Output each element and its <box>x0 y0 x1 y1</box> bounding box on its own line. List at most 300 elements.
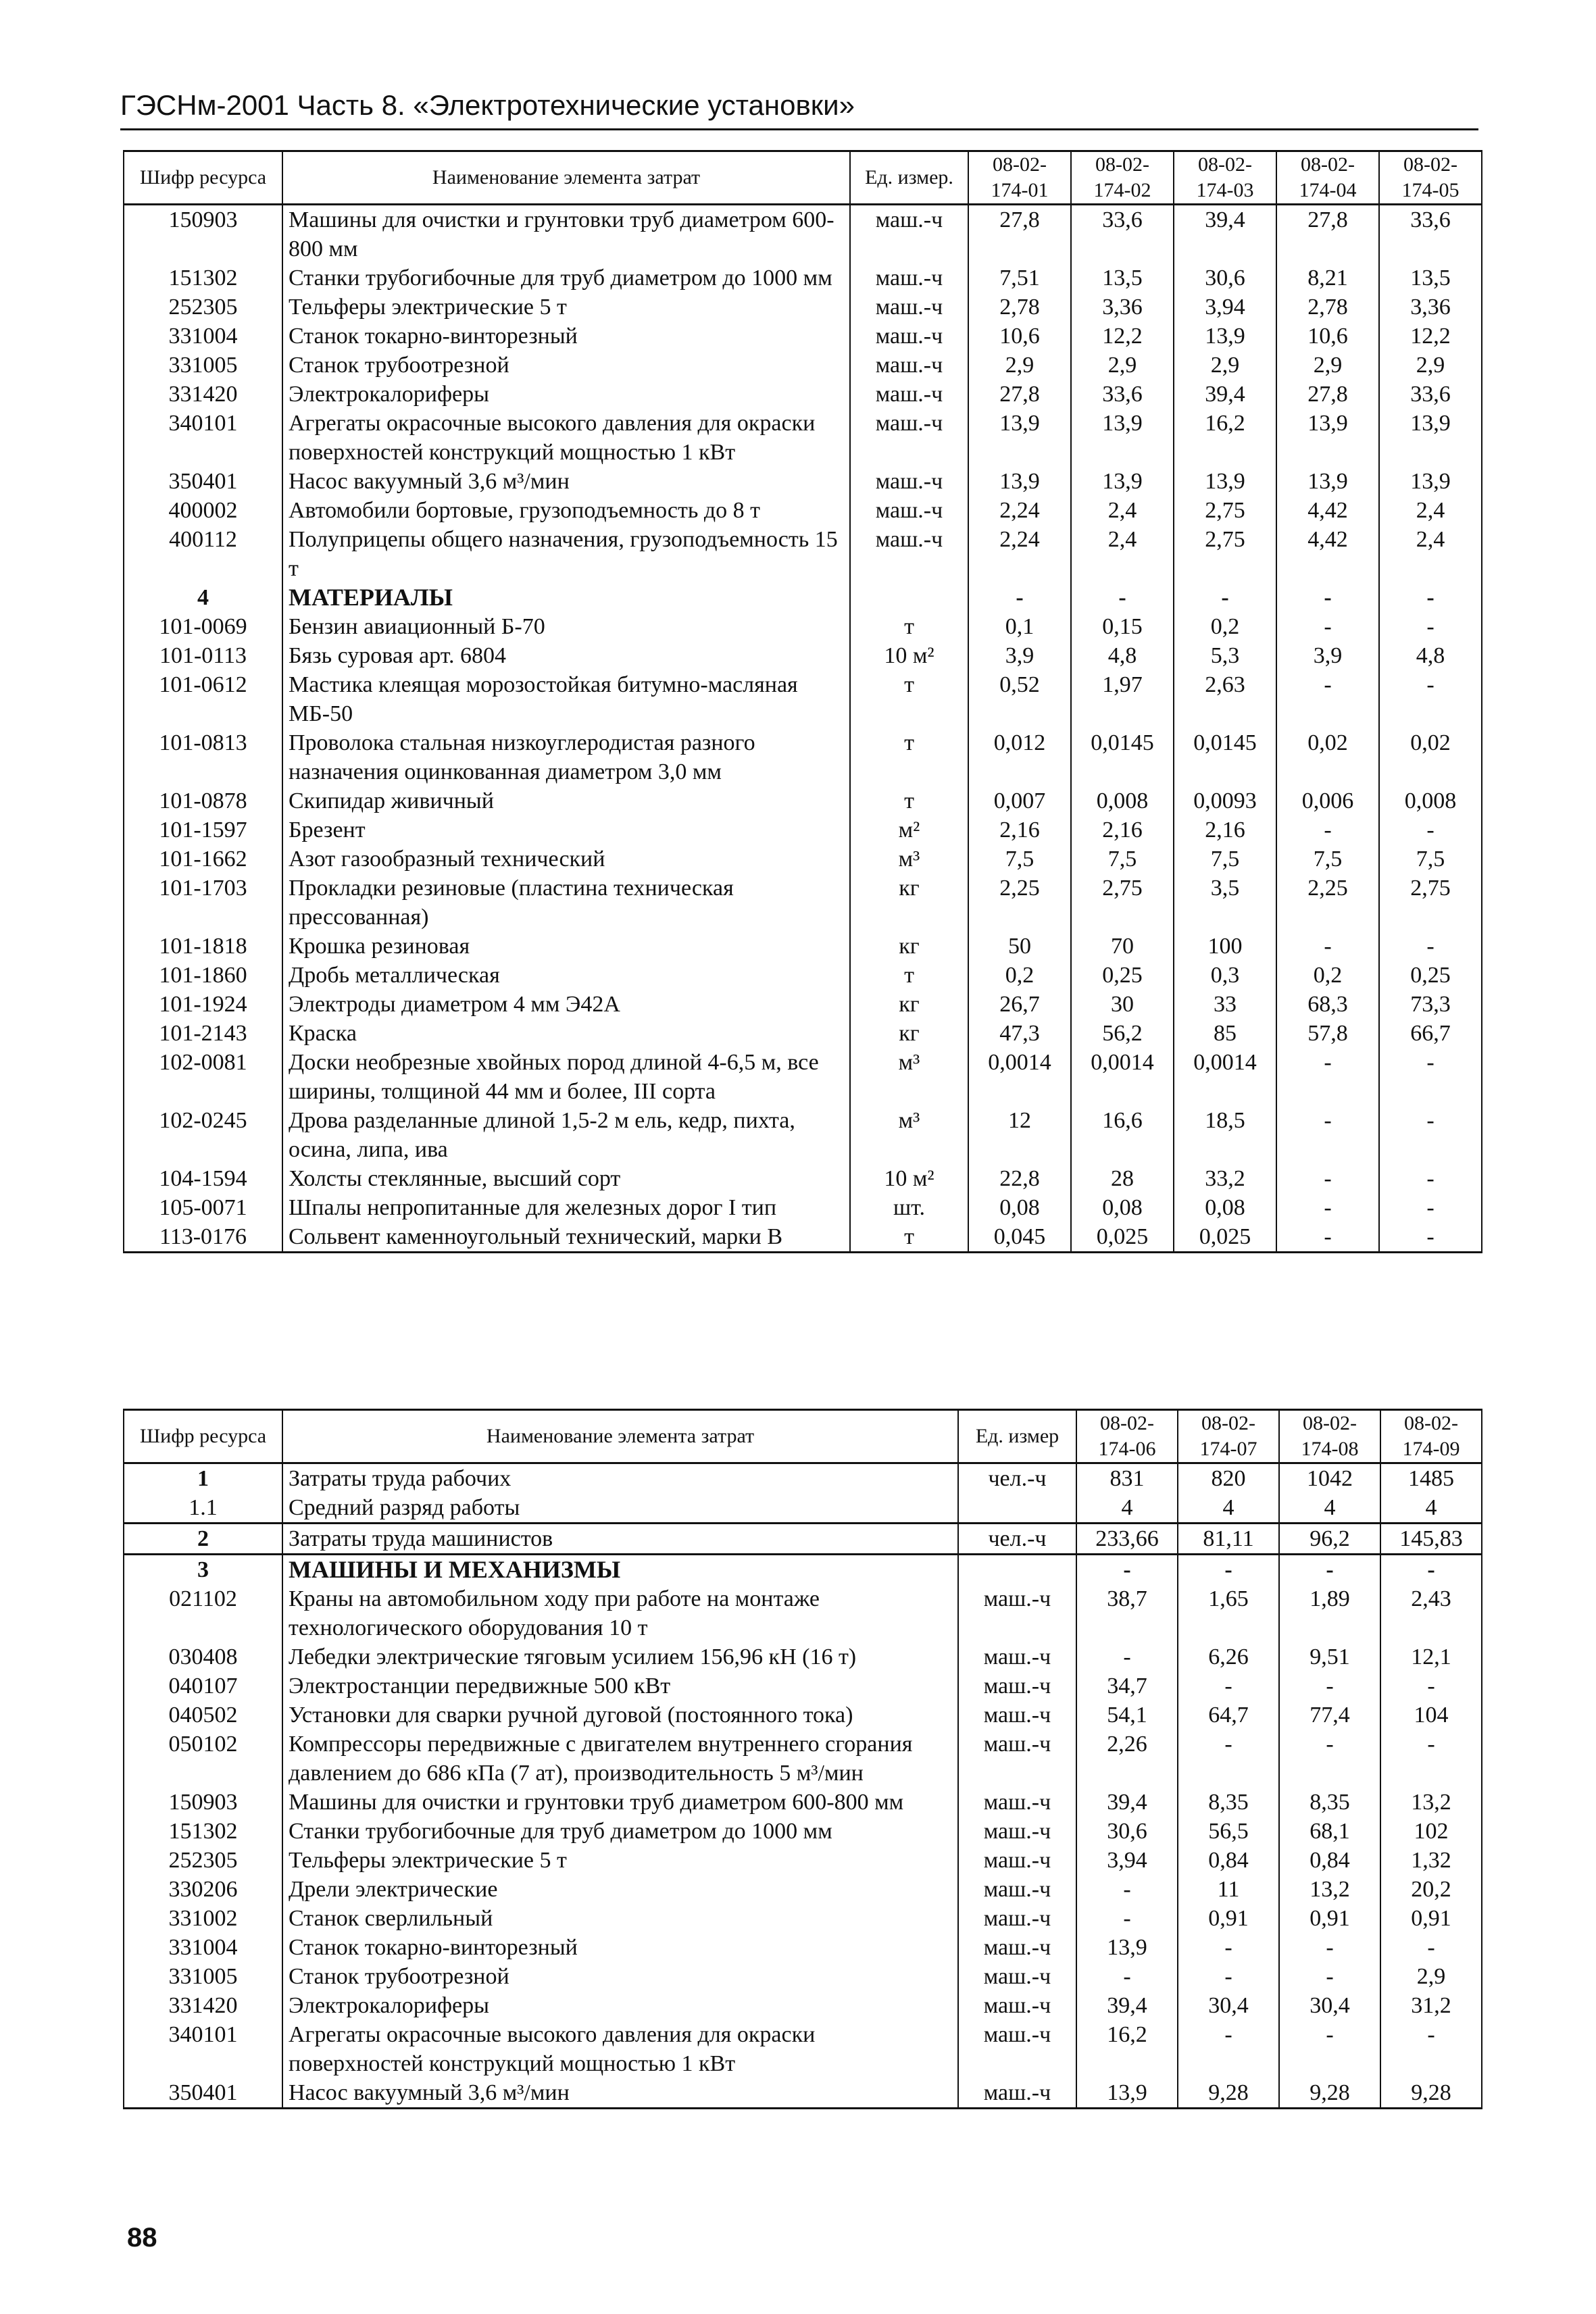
resource-unit: т <box>850 1222 968 1253</box>
resource-code: 101-0878 <box>124 786 282 815</box>
rate-value: 102 <box>1380 1817 1482 1846</box>
rate-value: - <box>1379 670 1482 728</box>
rate-value: 9,51 <box>1279 1642 1380 1671</box>
rate-value: 3,36 <box>1379 293 1482 322</box>
rate-value: 33,6 <box>1379 380 1482 409</box>
resource-name: Шпалы непропитанные для железных дорог I тип <box>282 1193 850 1222</box>
rate-value: 2,4 <box>1071 525 1174 583</box>
rate-value: 7,5 <box>1174 845 1276 874</box>
table-row <box>124 1493 1482 1524</box>
resource-unit: т <box>850 728 968 786</box>
resource-unit: маш.-ч <box>850 380 968 409</box>
table-row <box>124 1904 1482 1933</box>
rate-value: - <box>1380 1555 1482 1585</box>
rate-value: 4 <box>1178 1493 1279 1524</box>
rate-value: 2,9 <box>1276 351 1379 380</box>
rate-value: 18,5 <box>1174 1106 1276 1164</box>
rate-value: 2,25 <box>968 874 1071 932</box>
rate-value: 85 <box>1174 1019 1276 1048</box>
resource-unit: маш.-ч <box>850 496 968 525</box>
table-row <box>124 263 1482 293</box>
table-row <box>124 670 1482 728</box>
resource-code: 101-1924 <box>124 990 282 1019</box>
table-row <box>124 1788 1482 1817</box>
rate-value: 57,8 <box>1276 1019 1379 1048</box>
resource-code: 331004 <box>124 322 282 351</box>
rate-value: 2,78 <box>968 293 1071 322</box>
rate-value: 7,5 <box>1276 845 1379 874</box>
rate-value: 33,6 <box>1071 205 1174 264</box>
rate-value: 2,43 <box>1380 1584 1482 1642</box>
resource-unit <box>850 583 968 612</box>
rate-value: 77,4 <box>1279 1701 1380 1730</box>
resource-code: 101-0113 <box>124 641 282 670</box>
resource-code: 040502 <box>124 1701 282 1730</box>
rate-value: - <box>1379 1106 1482 1164</box>
rate-value: 0,0093 <box>1174 786 1276 815</box>
resource-code: 101-1597 <box>124 815 282 845</box>
rate-value: 0,25 <box>1071 961 1174 990</box>
rate-value: 4,8 <box>1379 641 1482 670</box>
rate-value: 1,32 <box>1380 1846 1482 1875</box>
rate-value: 33,6 <box>1071 380 1174 409</box>
rate-value: - <box>1178 1933 1279 1962</box>
resource-unit: шт. <box>850 1193 968 1222</box>
table-row <box>124 1048 1482 1106</box>
resource-name: Станок токарно-винторезный <box>282 322 850 351</box>
rate-value: - <box>1178 1962 1279 1991</box>
rate-value: - <box>1076 1555 1178 1585</box>
rate-value: 0,2 <box>1276 961 1379 990</box>
rate-value: 39,4 <box>1076 1991 1178 2020</box>
resource-code: 331004 <box>124 1933 282 1962</box>
rate-value: 9,28 <box>1178 2078 1279 2109</box>
rate-value: 2,24 <box>968 525 1071 583</box>
rate-value: 27,8 <box>1276 380 1379 409</box>
resource-name: Станок сверлильный <box>282 1904 958 1933</box>
rate-value: - <box>1379 612 1482 641</box>
rate-value: 20,2 <box>1380 1875 1482 1904</box>
rate-value: 30,6 <box>1076 1817 1178 1846</box>
rate-value: 56,5 <box>1178 1817 1279 1846</box>
table-row <box>124 525 1482 583</box>
rate-value: 11 <box>1178 1875 1279 1904</box>
rate-value: - <box>1279 2020 1380 2078</box>
rate-value: 2,24 <box>968 496 1071 525</box>
table-row <box>124 1524 1482 1555</box>
rate-value: - <box>1279 1730 1380 1788</box>
resource-code: 1 <box>124 1463 282 1494</box>
rate-value: 0,08 <box>1071 1193 1174 1222</box>
rate-value: - <box>1178 1671 1279 1701</box>
table-row <box>124 1933 1482 1962</box>
rate-value: 13,9 <box>1379 467 1482 496</box>
table-row <box>124 1106 1482 1164</box>
rate-value: 27,8 <box>1276 205 1379 264</box>
resource-unit: кг <box>850 874 968 932</box>
resource-code: 151302 <box>124 1817 282 1846</box>
rate-value: 66,7 <box>1379 1019 1482 1048</box>
resource-name: Доски необрезные хвойных пород длиной 4-6,5 м, все ширины, толщиной 44 мм и более, III сорта <box>282 1048 850 1106</box>
resource-name: Дрели электрические <box>282 1875 958 1904</box>
col-header-name: Наименование элемента затрат <box>282 1410 958 1463</box>
resource-unit: м³ <box>850 1048 968 1106</box>
resource-unit: т <box>850 612 968 641</box>
rate-value: 3,5 <box>1174 874 1276 932</box>
col-header-rate: 08-02-174-07 <box>1178 1410 1279 1463</box>
rate-value: - <box>1279 1671 1380 1701</box>
resource-unit: чел.-ч <box>958 1463 1076 1494</box>
resource-name: Электрокалориферы <box>282 380 850 409</box>
rate-value: 3,9 <box>1276 641 1379 670</box>
rate-value: 39,4 <box>1174 205 1276 264</box>
rate-value: - <box>1276 1106 1379 1164</box>
rate-value: 68,3 <box>1276 990 1379 1019</box>
rate-value: 820 <box>1178 1463 1279 1494</box>
resource-unit: кг <box>850 990 968 1019</box>
resource-unit: маш.-ч <box>958 1904 1076 1933</box>
table-row <box>124 1164 1482 1193</box>
rate-value: 0,0014 <box>1071 1048 1174 1106</box>
resource-name: МАТЕРИАЛЫ <box>282 583 850 612</box>
resource-code: 3 <box>124 1555 282 1585</box>
rate-value: 0,0014 <box>1174 1048 1276 1106</box>
table-row <box>124 961 1482 990</box>
rate-value: 3,94 <box>1076 1846 1178 1875</box>
resource-code: 101-2143 <box>124 1019 282 1048</box>
resource-name: Электрокалориферы <box>282 1991 958 2020</box>
rate-value: 2,9 <box>968 351 1071 380</box>
rate-value: 3,94 <box>1174 293 1276 322</box>
rate-value: 2,78 <box>1276 293 1379 322</box>
resource-name: Затраты труда машинистов <box>282 1524 958 1555</box>
resource-unit: м² <box>850 815 968 845</box>
resource-unit <box>958 1555 1076 1585</box>
table-row <box>124 467 1482 496</box>
rate-value: 33,2 <box>1174 1164 1276 1193</box>
rate-value: - <box>1379 1048 1482 1106</box>
resource-code: 050102 <box>124 1730 282 1788</box>
rate-value: 27,8 <box>968 380 1071 409</box>
rate-value: 0,008 <box>1379 786 1482 815</box>
resource-name: Агрегаты окрасочные высокого давления для окраски поверхностей конструкций мощностью 1 кВт <box>282 409 850 467</box>
resource-code: 101-1703 <box>124 874 282 932</box>
rate-value: 7,51 <box>968 263 1071 293</box>
resource-unit: т <box>850 961 968 990</box>
resource-unit: маш.-ч <box>850 322 968 351</box>
table-row <box>124 1846 1482 1875</box>
rate-value: 38,7 <box>1076 1584 1178 1642</box>
rate-value: 0,0145 <box>1071 728 1174 786</box>
rate-value: 233,66 <box>1076 1524 1178 1555</box>
table-row <box>124 728 1482 786</box>
rate-value: 13,9 <box>1276 467 1379 496</box>
rate-value: 70 <box>1071 932 1174 961</box>
rate-value: 1042 <box>1279 1463 1380 1494</box>
rate-value: 0,52 <box>968 670 1071 728</box>
resource-unit: маш.-ч <box>958 1991 1076 2020</box>
table-row <box>124 351 1482 380</box>
rate-value: 0,012 <box>968 728 1071 786</box>
resource-code: 030408 <box>124 1642 282 1671</box>
rate-value: 1,89 <box>1279 1584 1380 1642</box>
resource-name: Крошка резиновая <box>282 932 850 961</box>
resource-code: 330206 <box>124 1875 282 1904</box>
rate-value: 0,91 <box>1279 1904 1380 1933</box>
rate-value: - <box>1380 1933 1482 1962</box>
resource-code: 350401 <box>124 2078 282 2109</box>
resource-unit: т <box>850 670 968 728</box>
rate-value: 4 <box>1076 1493 1178 1524</box>
rate-value: 54,1 <box>1076 1701 1178 1730</box>
table-row <box>124 612 1482 641</box>
rate-value: - <box>1076 1904 1178 1933</box>
rate-value: 13,9 <box>1071 409 1174 467</box>
rate-value: - <box>1276 1048 1379 1106</box>
resource-code: 400002 <box>124 496 282 525</box>
resource-code: 340101 <box>124 2020 282 2078</box>
resource-unit: маш.-ч <box>850 263 968 293</box>
resource-code: 101-0612 <box>124 670 282 728</box>
resource-table-1 <box>123 150 1482 1253</box>
rate-value: 0,007 <box>968 786 1071 815</box>
resource-name: Полуприцепы общего назначения, грузоподъемность 15 т <box>282 525 850 583</box>
rate-value: 13,5 <box>1071 263 1174 293</box>
resource-name: Электроды диаметром 4 мм Э42А <box>282 990 850 1019</box>
resource-code: 040107 <box>124 1671 282 1701</box>
rate-value: 2,9 <box>1380 1962 1482 1991</box>
rate-value: - <box>1076 1642 1178 1671</box>
rate-value: - <box>1276 670 1379 728</box>
resource-code: 4 <box>124 583 282 612</box>
rate-value: 27,8 <box>968 205 1071 264</box>
resource-name: Лебедки электрические тяговым усилием 156,96 кН (16 т) <box>282 1642 958 1671</box>
resource-code: 150903 <box>124 1788 282 1817</box>
resource-unit: маш.-ч <box>850 525 968 583</box>
rate-value: - <box>1071 583 1174 612</box>
col-header-rate: 08-02-174-08 <box>1279 1410 1380 1463</box>
rate-value: 0,84 <box>1178 1846 1279 1875</box>
resource-code: 101-1818 <box>124 932 282 961</box>
col-header-rate: 08-02-174-01 <box>968 151 1071 205</box>
rate-value: 7,5 <box>968 845 1071 874</box>
table-row <box>124 1962 1482 1991</box>
resource-code: 331420 <box>124 1991 282 2020</box>
rate-value: 2,4 <box>1379 525 1482 583</box>
resource-unit: маш.-ч <box>958 1584 1076 1642</box>
resource-unit: маш.-ч <box>958 1671 1076 1701</box>
rate-value: 0,02 <box>1276 728 1379 786</box>
resource-name: Установки для сварки ручной дуговой (постоянного тока) <box>282 1701 958 1730</box>
rate-value: 1485 <box>1380 1463 1482 1494</box>
rate-value: 8,35 <box>1178 1788 1279 1817</box>
resource-unit: маш.-ч <box>958 2020 1076 2078</box>
rate-value: 13,9 <box>1174 322 1276 351</box>
resource-code: 150903 <box>124 205 282 264</box>
rate-value: 28 <box>1071 1164 1174 1193</box>
rate-value: 12 <box>968 1106 1071 1164</box>
table-row <box>124 322 1482 351</box>
resource-code: 021102 <box>124 1584 282 1642</box>
rate-value: 0,3 <box>1174 961 1276 990</box>
resource-name: Компрессоры передвижные с двигателем внутреннего сгорания давлением до 686 кПа (7 ат), производительность 5 м³/мин <box>282 1730 958 1788</box>
table-row <box>124 2078 1482 2109</box>
rate-value: - <box>1379 1193 1482 1222</box>
rate-value: 0,15 <box>1071 612 1174 641</box>
rate-value: - <box>1276 1222 1379 1253</box>
rate-value: 2,9 <box>1379 351 1482 380</box>
resource-name: Бязь суровая арт. 6804 <box>282 641 850 670</box>
rate-value: 13,2 <box>1279 1875 1380 1904</box>
resource-code: 400112 <box>124 525 282 583</box>
rate-value: 0,91 <box>1380 1904 1482 1933</box>
rate-value: 13,9 <box>1071 467 1174 496</box>
resource-name: Азот газообразный технический <box>282 845 850 874</box>
rate-value: - <box>1174 583 1276 612</box>
rate-value: - <box>1076 1875 1178 1904</box>
rate-value: 16,2 <box>1174 409 1276 467</box>
rate-value: 3,36 <box>1071 293 1174 322</box>
col-header-rate: 08-02-174-09 <box>1380 1410 1482 1463</box>
rate-value: 13,5 <box>1379 263 1482 293</box>
resource-name: Мастика клеящая морозостойкая битумно-масляная МБ-50 <box>282 670 850 728</box>
resource-name: Краска <box>282 1019 850 1048</box>
resource-name: Машины для очистки и грунтовки труб диаметром 600-800 мм <box>282 205 850 264</box>
resource-name: Дробь металлическая <box>282 961 850 990</box>
resource-name: Холсты стеклянные, высший сорт <box>282 1164 850 1193</box>
rate-value: 4 <box>1380 1493 1482 1524</box>
table-row <box>124 1671 1482 1701</box>
rate-value: 13,9 <box>1174 467 1276 496</box>
rate-value: 2,16 <box>1071 815 1174 845</box>
rate-value: 33,6 <box>1379 205 1482 264</box>
rate-value: - <box>1276 1193 1379 1222</box>
resource-name: Станок трубоотрезной <box>282 1962 958 1991</box>
rate-value: 0,25 <box>1379 961 1482 990</box>
table-row <box>124 409 1482 467</box>
rate-value: 16,6 <box>1071 1106 1174 1164</box>
resource-code: 105-0071 <box>124 1193 282 1222</box>
table-row <box>124 2020 1482 2078</box>
col-header-unit: Ед. измер. <box>850 151 968 205</box>
table-row <box>124 1019 1482 1048</box>
rate-value: 2,16 <box>1174 815 1276 845</box>
rate-value: 12,2 <box>1379 322 1482 351</box>
rate-value: 13,9 <box>1276 409 1379 467</box>
resource-name: Машины для очистки и грунтовки труб диаметром 600-800 мм <box>282 1788 958 1817</box>
rate-value: - <box>1276 612 1379 641</box>
rate-value: 30,4 <box>1279 1991 1380 2020</box>
rate-value: 73,3 <box>1379 990 1482 1019</box>
resource-name: Скипидар живичный <box>282 786 850 815</box>
rate-value: 4 <box>1279 1493 1380 1524</box>
rate-value: - <box>1380 2020 1482 2078</box>
rate-value: 10,6 <box>968 322 1071 351</box>
rate-value: 2,9 <box>1174 351 1276 380</box>
resource-name: Агрегаты окрасочные высокого давления для окраски поверхностей конструкций мощностью 1 кВт <box>282 2020 958 2078</box>
rate-value: 2,75 <box>1174 525 1276 583</box>
table-row <box>124 815 1482 845</box>
resource-unit: маш.-ч <box>958 2078 1076 2109</box>
resource-code: 331005 <box>124 1962 282 1991</box>
resource-code: 104-1594 <box>124 1164 282 1193</box>
rate-value: 1,97 <box>1071 670 1174 728</box>
table-row <box>124 1222 1482 1253</box>
resource-name: Тельферы электрические 5 т <box>282 1846 958 1875</box>
resource-name: Затраты труда рабочих <box>282 1463 958 1494</box>
resource-name: Бензин авиационный Б-70 <box>282 612 850 641</box>
resource-name: Средний разряд работы <box>282 1493 958 1524</box>
resource-code: 113-0176 <box>124 1222 282 1253</box>
table-row <box>124 1701 1482 1730</box>
resource-unit: маш.-ч <box>958 1642 1076 1671</box>
table-row <box>124 1463 1482 1494</box>
rate-value: 0,08 <box>968 1193 1071 1222</box>
rate-value: - <box>1178 1555 1279 1585</box>
rate-value: - <box>1178 1730 1279 1788</box>
col-header-rate: 08-02-174-02 <box>1071 151 1174 205</box>
resource-name: Сольвент каменноугольный технический, марки В <box>282 1222 850 1253</box>
rate-value: 4,42 <box>1276 525 1379 583</box>
rate-value: 13,9 <box>968 467 1071 496</box>
rate-value: - <box>1276 1164 1379 1193</box>
resource-unit: чел.-ч <box>958 1524 1076 1555</box>
resource-name: Краны на автомобильном ходу при работе на монтаже технологического оборудования 10 т <box>282 1584 958 1642</box>
resource-name: МАШИНЫ И МЕХАНИЗМЫ <box>282 1555 958 1585</box>
rate-value: 47,3 <box>968 1019 1071 1048</box>
rate-value: 2,75 <box>1379 874 1482 932</box>
col-header-rate: 08-02-174-06 <box>1076 1410 1178 1463</box>
rate-value: 96,2 <box>1279 1524 1380 1555</box>
rate-value: 5,3 <box>1174 641 1276 670</box>
rate-value: 145,83 <box>1380 1524 1482 1555</box>
resource-code: 2 <box>124 1524 282 1555</box>
resource-code: 102-0081 <box>124 1048 282 1106</box>
resource-code: 102-0245 <box>124 1106 282 1164</box>
table-row <box>124 1642 1482 1671</box>
resource-unit: маш.-ч <box>850 205 968 264</box>
resource-unit: м³ <box>850 1106 968 1164</box>
resource-name: Проволока стальная низкоуглеродистая разного назначения оцинкованная диаметром 3,0 мм <box>282 728 850 786</box>
resource-name: Станки трубогибочные для труб диаметром до 1000 мм <box>282 1817 958 1846</box>
resource-code: 151302 <box>124 263 282 293</box>
rate-value: 2,4 <box>1071 496 1174 525</box>
resource-code: 252305 <box>124 293 282 322</box>
rate-value: 2,75 <box>1071 874 1174 932</box>
rate-value: 34,7 <box>1076 1671 1178 1701</box>
rate-value: 2,25 <box>1276 874 1379 932</box>
rate-value: - <box>1276 932 1379 961</box>
rate-value: 100 <box>1174 932 1276 961</box>
rate-value: 7,5 <box>1379 845 1482 874</box>
col-header-rate: 08-02-174-04 <box>1276 151 1379 205</box>
table-row <box>124 1193 1482 1222</box>
rate-value: - <box>1178 2020 1279 2078</box>
resource-table-2 <box>123 1409 1482 2109</box>
resource-name: Станок трубоотрезной <box>282 351 850 380</box>
resource-unit: маш.-ч <box>850 467 968 496</box>
rate-value: 2,4 <box>1379 496 1482 525</box>
rate-value: - <box>1279 1962 1380 1991</box>
rate-value: 831 <box>1076 1463 1178 1494</box>
rate-value: 6,26 <box>1178 1642 1279 1671</box>
rate-value: 0,025 <box>1071 1222 1174 1253</box>
rate-value: 13,9 <box>1379 409 1482 467</box>
resource-unit: маш.-ч <box>958 1788 1076 1817</box>
table-row <box>124 1991 1482 2020</box>
rate-value: 2,63 <box>1174 670 1276 728</box>
rate-value: 39,4 <box>1174 380 1276 409</box>
